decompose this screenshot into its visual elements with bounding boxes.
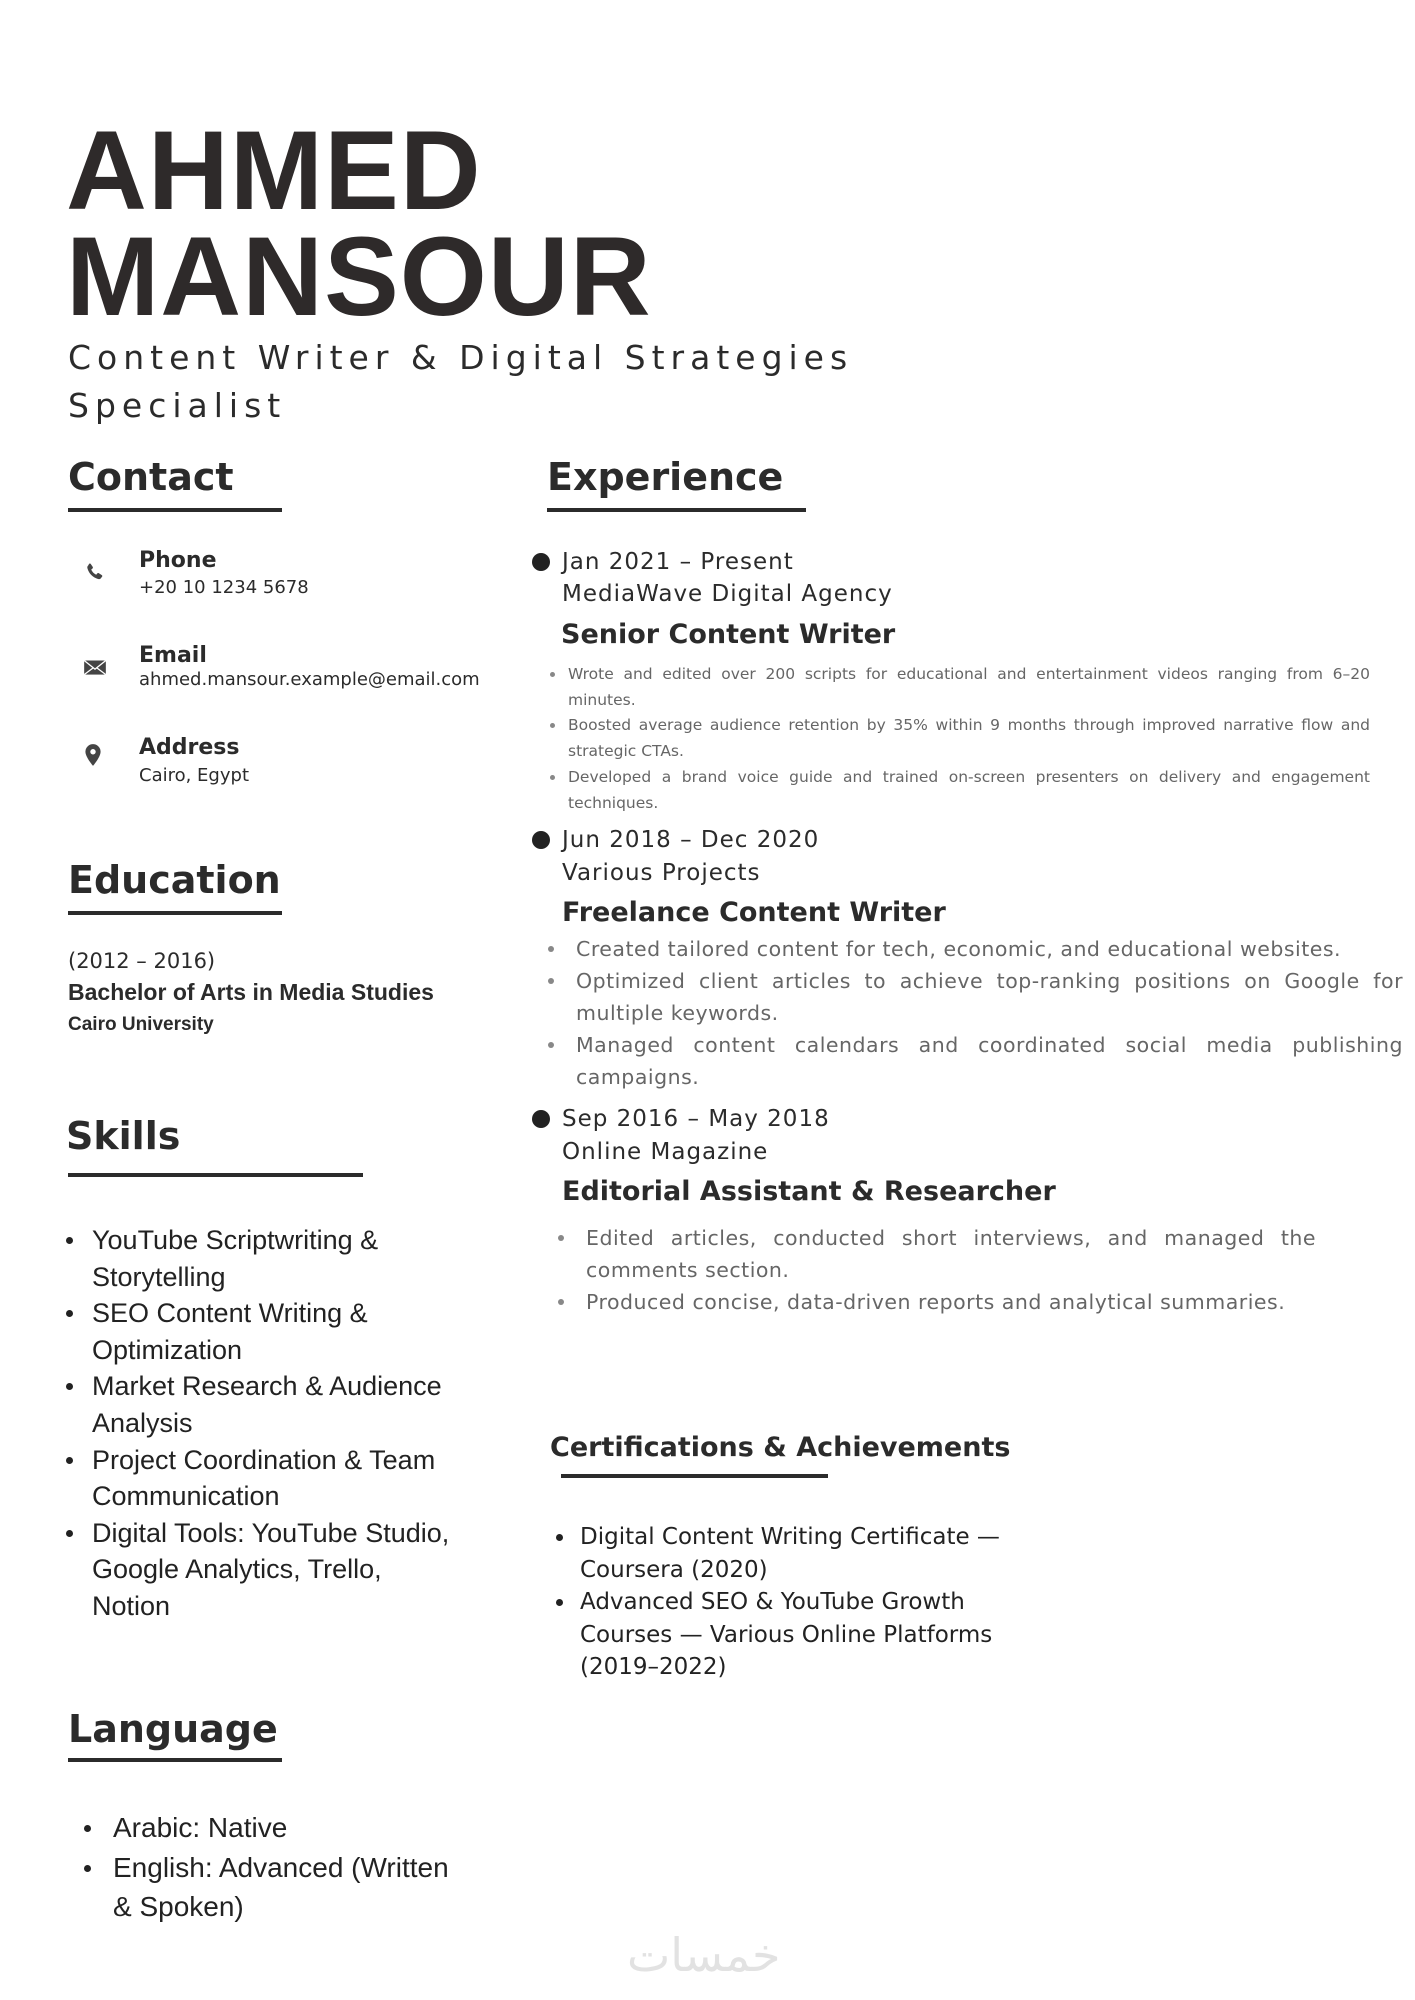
timeline-dot bbox=[532, 831, 550, 849]
language-item: Arabic: Native bbox=[84, 1808, 474, 1848]
job-title: Editorial Assistant & Researcher bbox=[562, 1176, 1056, 1207]
job-bullets bbox=[558, 1222, 1316, 1318]
job-bullet: Created tailored content for tech, economic, and educational websites. bbox=[548, 933, 1403, 965]
contact-divider bbox=[68, 508, 282, 512]
education-years: (2012 – 2016) bbox=[68, 949, 216, 973]
job-bullets bbox=[548, 933, 1403, 1093]
certification-item: Advanced SEO & YouTube Growth Courses — Various Online Platforms (2019–2022) bbox=[556, 1586, 1046, 1684]
khamsat-watermark-logo: خمسات bbox=[627, 1928, 781, 1982]
job-title: Senior Content Writer bbox=[561, 619, 896, 650]
address-value: Cairo, Egypt bbox=[139, 765, 249, 786]
timeline-dot bbox=[532, 553, 550, 571]
job-company: MediaWave Digital Agency bbox=[562, 581, 893, 607]
phone-icon bbox=[82, 560, 108, 590]
job-bullet: Wrote and edited over 200 scripts for educational and entertainment videos ranging from 6–20 minutes. bbox=[550, 662, 1370, 713]
experience-divider bbox=[547, 508, 806, 512]
job-company: Online Magazine bbox=[562, 1139, 769, 1165]
job-bullet: Edited articles, conducted short interviews, and managed the comments section. bbox=[558, 1222, 1316, 1286]
language-list bbox=[84, 1808, 474, 1927]
job-date: Sep 2016 – May 2018 bbox=[562, 1106, 830, 1132]
skills-heading: Skills bbox=[66, 1114, 181, 1158]
headline-line-1: Content Writer & Digital Strategies bbox=[68, 338, 854, 377]
location-pin-icon bbox=[80, 742, 106, 772]
skills-divider bbox=[68, 1173, 363, 1177]
skill-item: YouTube Scriptwriting & Storytelling bbox=[66, 1222, 466, 1295]
job-bullet: Optimized client articles to achieve top-ranking positions on Google for multiple keywords. bbox=[548, 965, 1403, 1029]
phone-label: Phone bbox=[139, 548, 217, 573]
job-date: Jun 2018 – Dec 2020 bbox=[562, 827, 820, 853]
education-degree: Bachelor of Arts in Media Studies bbox=[68, 979, 434, 1005]
mail-icon bbox=[82, 654, 108, 684]
address-label: Address bbox=[139, 735, 240, 760]
certification-item: Digital Content Writing Certificate — Coursera (2020) bbox=[556, 1521, 1046, 1586]
email-label: Email bbox=[139, 643, 207, 668]
contact-heading: Contact bbox=[68, 455, 234, 499]
education-school: Cairo University bbox=[68, 1014, 214, 1035]
job-company: Various Projects bbox=[562, 860, 761, 886]
job-bullet: Managed content calendars and coordinated social media publishing campaigns. bbox=[548, 1029, 1403, 1093]
skills-list bbox=[66, 1222, 466, 1625]
job-bullet: Boosted average audience retention by 35% within 9 months through improved narrative flow and strategic CTAs. bbox=[550, 713, 1370, 764]
education-divider bbox=[68, 911, 282, 915]
headline-line-2: Specialist bbox=[68, 386, 287, 425]
skill-item: Digital Tools: YouTube Studio, Google Analytics, Trello, Notion bbox=[66, 1515, 466, 1625]
education-heading: Education bbox=[68, 858, 281, 902]
last-name: MANSOUR bbox=[66, 214, 652, 339]
certifications-divider bbox=[561, 1474, 828, 1478]
skill-item: SEO Content Writing & Optimization bbox=[66, 1295, 466, 1368]
skill-item: Market Research & Audience Analysis bbox=[66, 1368, 466, 1441]
job-bullets bbox=[550, 662, 1370, 816]
timeline-dot bbox=[532, 1110, 550, 1128]
language-heading: Language bbox=[68, 1707, 278, 1751]
job-headline bbox=[68, 334, 968, 430]
job-bullet: Developed a brand voice guide and trained on-screen presenters on delivery and engagement techniques. bbox=[550, 765, 1370, 816]
language-divider bbox=[68, 1758, 282, 1762]
phone-value: +20 10 1234 5678 bbox=[139, 577, 309, 598]
first-name: AHMED bbox=[66, 108, 482, 233]
job-bullet: Produced concise, data-driven reports and analytical summaries. bbox=[558, 1286, 1316, 1318]
experience-heading: Experience bbox=[547, 455, 784, 499]
email-value[interactable]: ahmed.mansour.example@email.com bbox=[139, 669, 480, 690]
language-item: English: Advanced (Written & Spoken) bbox=[84, 1848, 474, 1927]
skill-item: Project Coordination & Team Communication bbox=[66, 1442, 466, 1515]
full-name bbox=[66, 108, 652, 339]
certifications-list bbox=[556, 1521, 1046, 1684]
certifications-heading: Certifications & Achievements bbox=[550, 1432, 1011, 1463]
job-title: Freelance Content Writer bbox=[562, 897, 946, 928]
job-date: Jan 2021 – Present bbox=[562, 549, 794, 575]
